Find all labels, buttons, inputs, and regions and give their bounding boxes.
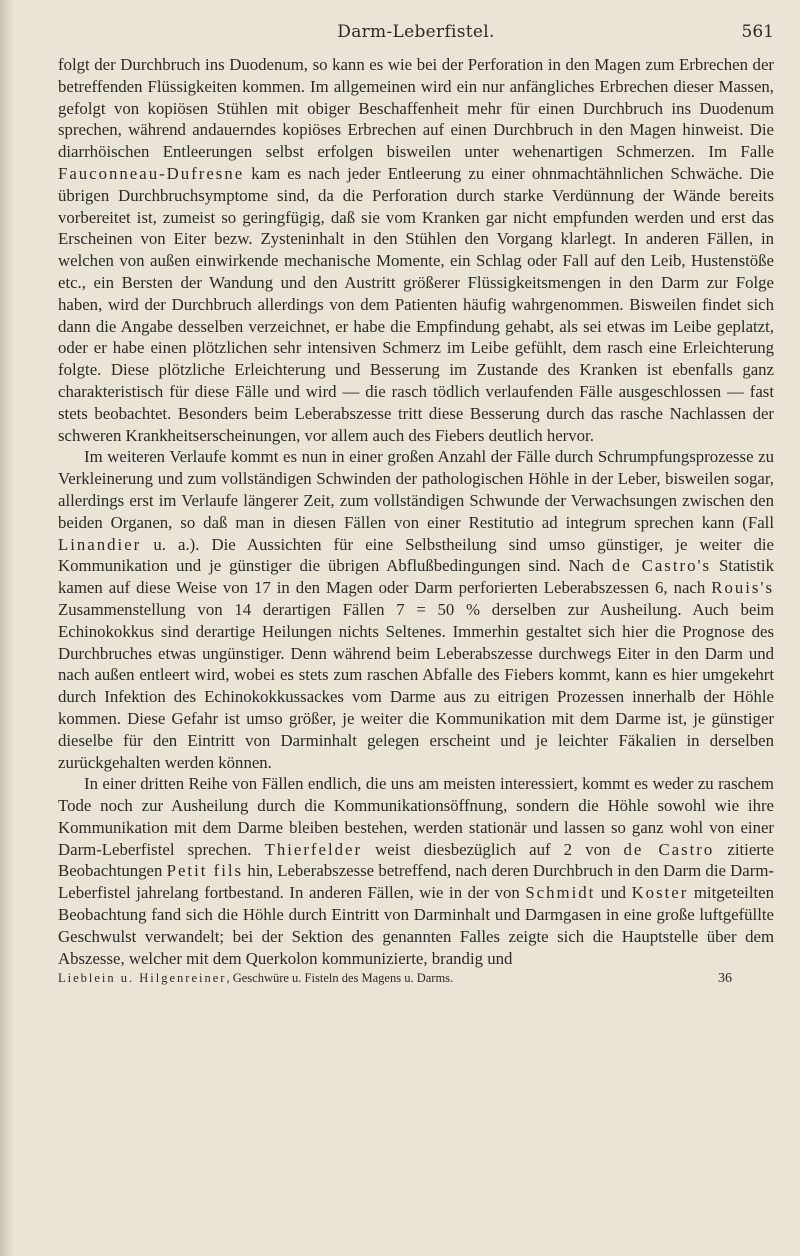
text-run: In einer dritten Reihe von Fällen endlich, die uns am meisten interessiert, kommt es weder zu raschem Tode noch zur Ausheilung durch die Kommunikationsöffnung, sondern die Höhle sowohl wie ihre Kommunikation mit dem Darme bleiben bestehen, werden stationär und lassen so ganz wohl von einer Darm-Leberfistel sprechen. xyxy=(58,774,774,859)
footer-credit xyxy=(58,970,453,986)
text-run: hin, Leberabszesse betreffend, nach deren Durchbruch in den Darm die Darm-Leberfistel jahrelang fortbestand. In anderen Fällen, wie in der von xyxy=(58,861,774,903)
paragraph-3 xyxy=(58,773,774,969)
text-run: u. a.). Die Aussichten für eine Selbstheilung sind umso günstiger, je weiter die Kommunikation und je günstiger die übrigen Abflußbedingungen sind. Nach xyxy=(58,534,774,576)
text-run: Zusammenstellung von 14 derartigen Fällen 7 = 50 % derselben zur Ausheilung. Auch beim Echinokokkus sind derartige Heilungen nichts Seltenes. Immerhin gestaltet sich hier die Prognose des Durchbruches etwas ungünstiger. Denn während beim Leberabszesse durchwegs Eiter in den Darm und nach außen entleert wird, wobei es stets zum raschen Abfalle des Fiebers kommt, kann es hier umgekehrt durch Infektion des Echinokokkussackes vom Darme aus zu eitrigen Prozessen innerhalb der Höhle kommen. Diese Gefahr ist umso größer, je weiter die Kommunikation mit dem Darme ist, je günstiger dieselbe für den Eintritt von Darminhalt gelegen erscheint und je leichter Fäkalien in derselben zurückgehalten werden können. xyxy=(58,599,774,772)
page-footer xyxy=(58,970,774,988)
signature-mark: 36 xyxy=(718,971,732,987)
spaced-name: de Castro's xyxy=(611,556,712,576)
spaced-name: de Castro xyxy=(623,839,715,859)
footer-book-title: , Geschwüre u. Fisteln des Magens u. Darms. xyxy=(226,971,454,986)
text-run: zitierte Beobachtungen xyxy=(58,839,774,881)
text-run: folgt der Durchbruch ins Duodenum, so kann es wie bei der Perforation in den Magen zum Erbrechen der betreffenden Flüssigkeiten kommen. Im allgemeinen wird ein nur anfängliches Erbrechen dieser Massen, gefolgt von kopiösen Stühlen mit obiger Beschaffenheit mehr für einen Durchbruch ins Duodenum sprechen, während andauerndes kopiöses Erbrechen auf einen Durchbruch in den Magen hinweist. Die diarrhöischen Entleerungen selbst erfolgen bisweilen unter wehenartigen Schmerzen. Im Falle xyxy=(58,55,774,162)
running-head: Darm-Leberfistel. xyxy=(337,22,495,42)
spaced-name: Rouis's xyxy=(711,578,774,598)
document-page xyxy=(58,22,774,988)
spaced-name: Linandier xyxy=(58,534,142,554)
spaced-name: Petit fils xyxy=(166,861,244,881)
text-run: kam es nach jeder Entleerung zu einer ohnmachtähnlichen Schwäche. Die übrigen Durchbruchsymptome sind, da die Perforation durch starke Verdünnung der Wände bereits vorbereitet ist, zumeist so geringfügig, daß sie vom Kranken gar nicht empfunden werden und erst das Erscheinen von Eiter bezw. Zysteninhalt in den Stühlen den Vorgang klarlegt. In anderen Fällen, in welchen von außen einwirkende mechanische Momente, ein Schlag oder Fall auf den Leib, Hustenstöße etc., ein Bersten der Wandung und den Austritt größerer Flüssigkeitsmengen in den Darm zur Folge haben, wird der Durchbruch allerdings von dem Patienten häufig wahrgenommen. Bisweilen findet sich dann die Angabe desselben verzeichnet, er habe die Empfindung gehabt, als sei etwas im Leibe geplatzt, oder er habe einen plötzlichen sehr intensiven Schmerz im Leibe gefühlt, dem rasch eine Erleichterung folgte. Diese plötzliche Erleichterung und Besserung im Zustande des Kranken ist ebenfalls ganz charakteristisch für diese Fälle und wird — die rasch tödlich verlaufenden Fälle ausgeschlossen — fast stets beobachtet. Besonders beim Leberabszesse tritt diese Besserung durch das rasche Nachlassen der schweren Krankheitserscheinungen, vor allem auch des Fiebers deutlich hervor. xyxy=(58,163,774,445)
body-text xyxy=(58,54,774,969)
footer-authors: Lieblein u. Hilgenreiner xyxy=(58,971,227,986)
spaced-name: Koster xyxy=(631,883,689,903)
text-run: mitgeteilten Beobachtung fand sich die Höhle durch Eintritt von Darminhalt und Darmgasen in eine große luftgefüllte Geschwulst verwandelt; bei der Sektion des genannten Falles zeigte sich die Hauptstelle über dem Abszesse, welcher mit dem Querkolon kommunizierte, brandig und xyxy=(58,883,775,968)
text-run: weist diesbezüglich auf 2 von xyxy=(362,839,624,859)
text-run: Im weiteren Verlaufe kommt es nun in einer großen Anzahl der Fälle durch Schrumpfungsprozesse zu Verkleinerung und zum vollständigen Schwinden der pathologischen Höhle in der Leber, bisweilen sogar, allerdings erst im Verlaufe längerer Zeit, zum vollständigen Schwunde der Verwachsungen zwischen den beiden Organen, so daß man in diesen Fällen von einer Restitutio ad integrum sprechen kann (Fall xyxy=(58,447,774,532)
text-run: Statistik kamen auf diese Weise von 17 in den Magen oder Darm perforierten Leberabszessen 6, nach xyxy=(58,556,774,598)
text-run: und xyxy=(595,883,632,903)
paragraph-2 xyxy=(58,446,774,773)
page-number: 561 xyxy=(741,22,774,42)
spaced-name: Schmidt xyxy=(525,883,596,903)
spaced-name: Thierfelder xyxy=(264,839,363,859)
spaced-name: Fauconneau-Dufresne xyxy=(58,163,245,183)
page-left-edge-shadow xyxy=(0,0,14,1256)
page-header xyxy=(58,22,774,54)
paragraph-1 xyxy=(58,54,774,446)
